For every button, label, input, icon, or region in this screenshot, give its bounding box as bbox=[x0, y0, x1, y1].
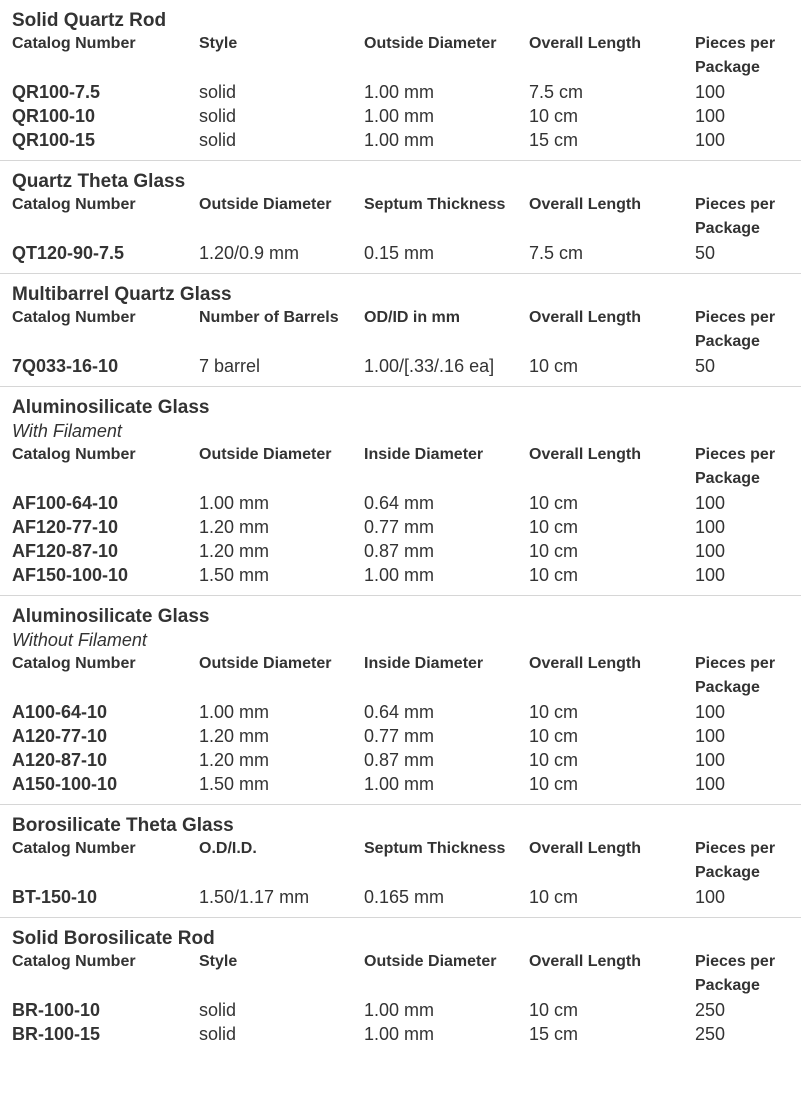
column-header-overall-length: Overall Length bbox=[529, 35, 642, 52]
table-header-row bbox=[12, 837, 801, 885]
column-header-overall-length: Overall Length bbox=[529, 655, 642, 672]
table-cell: 250 bbox=[695, 1024, 726, 1044]
column-header-pieces-per-package: Pieces per Package bbox=[695, 446, 776, 487]
table-cell: 100 bbox=[695, 130, 726, 150]
table-cell: 0.64 mm bbox=[364, 493, 435, 513]
column-header-catalog-number: Catalog Number bbox=[12, 840, 136, 857]
section-title: Multibarrel Quartz Glass bbox=[12, 284, 232, 305]
column-header-outside-diameter: Outside Diameter bbox=[199, 655, 332, 672]
table-cell: 0.77 mm bbox=[364, 517, 435, 537]
table-cell: 0.64 mm bbox=[364, 702, 435, 722]
section-subtitle: With Filament bbox=[12, 421, 122, 441]
catalog-number-cell: 7Q033-16-10 bbox=[12, 356, 119, 376]
table-cell: 10 cm bbox=[529, 493, 579, 513]
table-cell: 0.15 mm bbox=[364, 243, 435, 263]
table-cell: 100 bbox=[695, 774, 726, 794]
table-cell: 10 cm bbox=[529, 702, 579, 722]
column-header-pieces-per-package: Pieces per Package bbox=[695, 840, 776, 881]
column-header-overall-length: Overall Length bbox=[529, 953, 642, 970]
table-cell: 15 cm bbox=[529, 1024, 579, 1044]
table-cell: solid bbox=[199, 1000, 237, 1020]
table-cell: 0.77 mm bbox=[364, 726, 435, 746]
table-cell: 100 bbox=[695, 493, 726, 513]
catalog-number-cell: AF150-100-10 bbox=[12, 565, 129, 585]
column-header-outside-diameter: Outside Diameter bbox=[364, 953, 497, 970]
column-header-number-of-barrels: Number of Barrels bbox=[199, 309, 339, 326]
table-header-row bbox=[12, 652, 801, 700]
table-cell: 1.50 mm bbox=[199, 565, 270, 585]
table-row bbox=[12, 885, 801, 909]
table-cell: 0.87 mm bbox=[364, 750, 435, 770]
table-cell: 10 cm bbox=[529, 517, 579, 537]
catalog-number-cell: A150-100-10 bbox=[12, 774, 118, 794]
table-cell: 100 bbox=[695, 82, 726, 102]
catalog-number-cell: QT120-90-7.5 bbox=[12, 243, 125, 263]
table-cell: solid bbox=[199, 82, 237, 102]
table-cell: 100 bbox=[695, 106, 726, 126]
table-row bbox=[12, 700, 801, 724]
column-header-catalog-number: Catalog Number bbox=[12, 196, 136, 213]
table-row bbox=[12, 128, 801, 152]
table-cell: 1.20 mm bbox=[199, 726, 270, 746]
catalog-number-cell: AF120-77-10 bbox=[12, 517, 119, 537]
table-row bbox=[12, 354, 801, 378]
table-cell: 1.00 mm bbox=[199, 493, 270, 513]
table-row bbox=[12, 491, 801, 515]
table-row bbox=[12, 104, 801, 128]
table-row bbox=[12, 998, 801, 1022]
section-title: Solid Borosilicate Rod bbox=[12, 928, 215, 949]
table-row bbox=[12, 241, 801, 265]
section-subtitle: Without Filament bbox=[12, 630, 147, 650]
product-table bbox=[12, 652, 801, 796]
column-header-pieces-per-package: Pieces per Package bbox=[695, 196, 776, 237]
table-cell: 100 bbox=[695, 750, 726, 770]
column-header-style: Style bbox=[199, 35, 238, 52]
section-title: Quartz Theta Glass bbox=[12, 171, 186, 192]
column-header-catalog-number: Catalog Number bbox=[12, 655, 136, 672]
table-cell: 100 bbox=[695, 726, 726, 746]
column-header-catalog-number: Catalog Number bbox=[12, 35, 136, 52]
table-row bbox=[12, 772, 801, 796]
table-row bbox=[12, 80, 801, 104]
table-cell: 100 bbox=[695, 565, 726, 585]
table-row bbox=[12, 724, 801, 748]
catalog-number-cell: A120-87-10 bbox=[12, 750, 108, 770]
column-header-catalog-number: Catalog Number bbox=[12, 953, 136, 970]
table-header-row bbox=[12, 306, 801, 354]
product-table bbox=[12, 443, 801, 587]
table-cell: 1.00/[.33/.16 ea] bbox=[364, 356, 495, 376]
product-section-borosilicate-theta-glass bbox=[0, 805, 801, 918]
table-cell: 10 cm bbox=[529, 541, 579, 561]
column-header-outside-diameter: Outside Diameter bbox=[199, 446, 332, 463]
product-table bbox=[12, 837, 801, 909]
product-table bbox=[12, 306, 801, 378]
table-cell: 10 cm bbox=[529, 565, 579, 585]
table-cell: 50 bbox=[695, 243, 716, 263]
table-cell: 0.165 mm bbox=[364, 887, 445, 907]
column-header-inside-diameter: Inside Diameter bbox=[364, 655, 484, 672]
table-row bbox=[12, 748, 801, 772]
column-header-pieces-per-package: Pieces per Package bbox=[695, 655, 776, 696]
table-cell: 100 bbox=[695, 541, 726, 561]
table-cell: 1.20 mm bbox=[199, 750, 270, 770]
column-header-overall-length: Overall Length bbox=[529, 196, 642, 213]
catalog-number-cell: QR100-7.5 bbox=[12, 82, 101, 102]
product-section-multibarrel-quartz-glass bbox=[0, 274, 801, 387]
table-cell: 10 cm bbox=[529, 774, 579, 794]
table-cell: 15 cm bbox=[529, 130, 579, 150]
table-cell: 1.20/0.9 mm bbox=[199, 243, 300, 263]
table-cell: 1.50/1.17 mm bbox=[199, 887, 310, 907]
product-section-aluminosilicate-glass-with-filament bbox=[0, 387, 801, 596]
column-header-pieces-per-package: Pieces per Package bbox=[695, 35, 776, 76]
table-cell: 1.00 mm bbox=[364, 1024, 435, 1044]
catalog-number-cell: QR100-10 bbox=[12, 106, 96, 126]
column-header-overall-length: Overall Length bbox=[529, 446, 642, 463]
table-cell: solid bbox=[199, 1024, 237, 1044]
table-cell: 1.20 mm bbox=[199, 517, 270, 537]
column-header-overall-length: Overall Length bbox=[529, 309, 642, 326]
table-cell: 7 barrel bbox=[199, 356, 261, 376]
column-header-inside-diameter: Inside Diameter bbox=[364, 446, 484, 463]
product-section-quartz-theta-glass bbox=[0, 161, 801, 274]
column-header-catalog-number: Catalog Number bbox=[12, 309, 136, 326]
table-cell: 10 cm bbox=[529, 726, 579, 746]
table-cell: 100 bbox=[695, 887, 726, 907]
table-cell: 7.5 cm bbox=[529, 82, 584, 102]
catalog-number-cell: QR100-15 bbox=[12, 130, 96, 150]
column-header-outside-diameter: Outside Diameter bbox=[364, 35, 497, 52]
table-cell: 1.00 mm bbox=[364, 82, 435, 102]
column-header-outside-diameter: Outside Diameter bbox=[199, 196, 332, 213]
column-header-overall-length: Overall Length bbox=[529, 840, 642, 857]
product-section-aluminosilicate-glass-without-filament bbox=[0, 596, 801, 805]
table-cell: 10 cm bbox=[529, 887, 579, 907]
product-section-solid-borosilicate-rod bbox=[0, 918, 801, 1046]
table-cell: 10 cm bbox=[529, 356, 579, 376]
catalog-number-cell: BR-100-15 bbox=[12, 1024, 101, 1044]
table-cell: 1.50 mm bbox=[199, 774, 270, 794]
product-table bbox=[12, 950, 801, 1046]
catalog-number-cell: A120-77-10 bbox=[12, 726, 108, 746]
table-header-row bbox=[12, 193, 801, 241]
table-cell: 1.20 mm bbox=[199, 541, 270, 561]
table-cell: 1.00 mm bbox=[364, 565, 435, 585]
column-header-pieces-per-package: Pieces per Package bbox=[695, 953, 776, 994]
table-cell: 250 bbox=[695, 1000, 726, 1020]
section-title: Aluminosilicate Glass bbox=[12, 606, 210, 627]
column-header-septum-thickness: Septum Thickness bbox=[364, 196, 506, 213]
table-cell: 1.00 mm bbox=[364, 1000, 435, 1020]
table-cell: 0.87 mm bbox=[364, 541, 435, 561]
column-header-pieces-per-package: Pieces per Package bbox=[695, 309, 776, 350]
table-row bbox=[12, 539, 801, 563]
section-title: Solid Quartz Rod bbox=[12, 10, 167, 31]
catalog-number-cell: BR-100-10 bbox=[12, 1000, 101, 1020]
table-header-row bbox=[12, 32, 801, 80]
table-cell: 1.00 mm bbox=[364, 106, 435, 126]
catalog-number-cell: BT-150-10 bbox=[12, 887, 98, 907]
table-cell: 1.00 mm bbox=[364, 130, 435, 150]
table-cell: 7.5 cm bbox=[529, 243, 584, 263]
table-row bbox=[12, 515, 801, 539]
table-cell: 1.00 mm bbox=[364, 774, 435, 794]
table-header-row bbox=[12, 443, 801, 491]
catalog-number-cell: AF120-87-10 bbox=[12, 541, 119, 561]
product-table bbox=[12, 193, 801, 265]
section-title: Borosilicate Theta Glass bbox=[12, 815, 234, 836]
table-cell: 10 cm bbox=[529, 106, 579, 126]
table-cell: 10 cm bbox=[529, 750, 579, 770]
catalog-number-cell: A100-64-10 bbox=[12, 702, 108, 722]
section-title: Aluminosilicate Glass bbox=[12, 397, 210, 418]
product-table bbox=[12, 32, 801, 152]
table-row bbox=[12, 1022, 801, 1046]
table-cell: 100 bbox=[695, 517, 726, 537]
table-cell: 1.00 mm bbox=[199, 702, 270, 722]
column-header-od-id-in-mm: OD/ID in mm bbox=[364, 309, 461, 326]
column-header-o-d-i-d: O.D/I.D. bbox=[199, 840, 257, 857]
column-header-style: Style bbox=[199, 953, 238, 970]
table-header-row bbox=[12, 950, 801, 998]
product-section-solid-quartz-rod bbox=[0, 0, 801, 161]
table-cell: 50 bbox=[695, 356, 716, 376]
table-cell: solid bbox=[199, 106, 237, 126]
table-cell: 10 cm bbox=[529, 1000, 579, 1020]
catalog-number-cell: AF100-64-10 bbox=[12, 493, 119, 513]
table-cell: 100 bbox=[695, 702, 726, 722]
column-header-septum-thickness: Septum Thickness bbox=[364, 840, 506, 857]
column-header-catalog-number: Catalog Number bbox=[12, 446, 136, 463]
table-cell: solid bbox=[199, 130, 237, 150]
table-row bbox=[12, 563, 801, 587]
